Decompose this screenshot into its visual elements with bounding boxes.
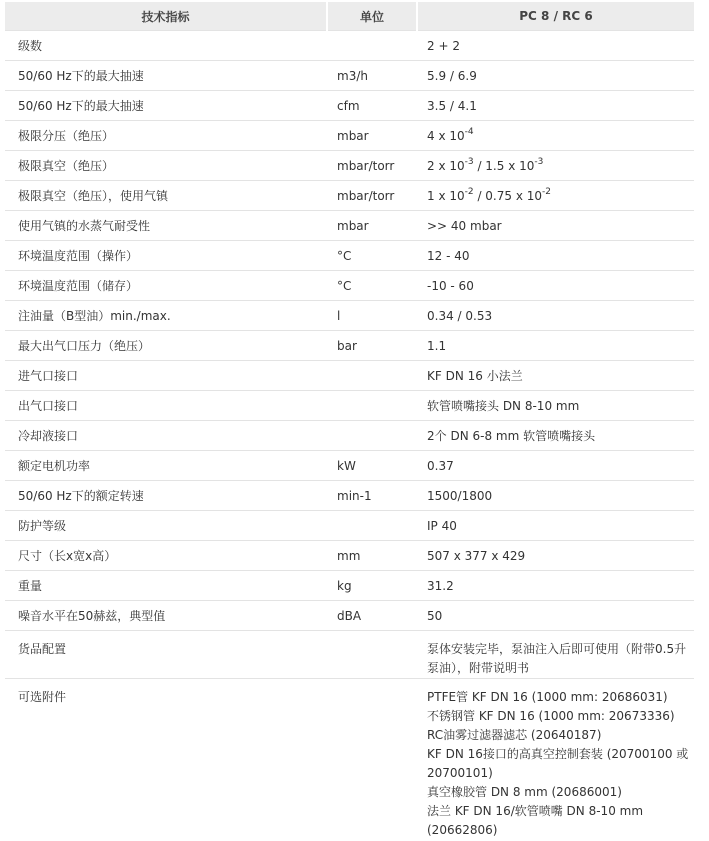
- row-value: [417, 181, 694, 211]
- row-label: 极限真空（绝压）: [5, 151, 327, 181]
- value-line: (20662806): [427, 823, 498, 837]
- table-row: [5, 151, 694, 181]
- table-row: [5, 31, 694, 61]
- value-line: 不锈钢管 KF DN 16 (1000 mm: 20673336): [427, 709, 675, 723]
- table-row: [5, 481, 694, 511]
- value-base: / 1.5 x 10: [473, 158, 535, 173]
- value-exponent: -2: [464, 186, 474, 197]
- table-row: [5, 571, 694, 601]
- table-row: [5, 121, 694, 151]
- row-value: -10 - 60: [417, 271, 694, 301]
- row-label: 进气口接口: [5, 361, 327, 391]
- row-unit: kg: [327, 571, 417, 601]
- table-header-row: [5, 2, 694, 31]
- row-value: IP 40: [417, 511, 694, 541]
- value-base: / 0.75 x 10: [473, 188, 543, 203]
- row-label: 冷却液接口: [5, 421, 327, 451]
- table-row: [5, 601, 694, 631]
- table-row: [5, 61, 694, 91]
- value-line: PTFE管 KF DN 16 (1000 mm: 20686031): [427, 690, 668, 704]
- row-value: 2 + 2: [417, 31, 694, 61]
- value-exponent: -4: [464, 126, 474, 137]
- value-line: KF DN 16接口的高真空控制套装 (20700100 或: [427, 747, 689, 761]
- table-row: [5, 301, 694, 331]
- row-unit: [327, 421, 417, 451]
- table-row: [5, 241, 694, 271]
- row-label: 可选附件: [5, 679, 327, 841]
- row-value: 507 x 377 x 429: [417, 541, 694, 571]
- row-label: 防护等级: [5, 511, 327, 541]
- row-unit: mm: [327, 541, 417, 571]
- value-line: RC油雾过滤器滤芯 (20640187): [427, 728, 602, 742]
- row-label: 环境温度范围（储存）: [5, 271, 327, 301]
- value-line: 20700101): [427, 766, 493, 780]
- table-row: [5, 679, 694, 841]
- row-value: 31.2: [417, 571, 694, 601]
- row-unit: l: [327, 301, 417, 331]
- row-label: 极限真空（绝压），使用气镇: [5, 181, 327, 211]
- value-exponent: -3: [534, 156, 544, 167]
- row-unit: [327, 631, 417, 679]
- value-base: 4 x 10: [427, 128, 465, 143]
- table-row: [5, 511, 694, 541]
- row-label: 环境温度范围（操作）: [5, 241, 327, 271]
- row-value: 3.5 / 4.1: [417, 91, 694, 121]
- row-unit: [327, 31, 417, 61]
- row-value: [417, 631, 694, 679]
- row-unit: °C: [327, 271, 417, 301]
- row-value: 0.37: [417, 451, 694, 481]
- row-value: 1500/1800: [417, 481, 694, 511]
- value-exponent: -3: [464, 156, 474, 167]
- row-value: 软管喷嘴接头 DN 8-10 mm: [417, 391, 694, 421]
- row-label: 最大出气口压力（绝压）: [5, 331, 327, 361]
- row-unit: [327, 511, 417, 541]
- table-row: [5, 211, 694, 241]
- row-label: 噪音水平在50赫兹，典型值: [5, 601, 327, 631]
- row-unit: mbar/torr: [327, 181, 417, 211]
- table-row: [5, 391, 694, 421]
- row-label: 极限分压（绝压）: [5, 121, 327, 151]
- table-row: [5, 421, 694, 451]
- row-unit: mbar/torr: [327, 151, 417, 181]
- row-unit: min-1: [327, 481, 417, 511]
- table-row: [5, 331, 694, 361]
- row-label: 使用气镇的水蒸气耐受性: [5, 211, 327, 241]
- value-base: 1 x 10: [427, 188, 465, 203]
- row-value: 0.34 / 0.53: [417, 301, 694, 331]
- row-label: 50/60 Hz下的额定转速: [5, 481, 327, 511]
- row-unit: cfm: [327, 91, 417, 121]
- table-row: [5, 361, 694, 391]
- row-unit: mbar: [327, 211, 417, 241]
- row-value: [417, 151, 694, 181]
- table-row: [5, 631, 694, 679]
- row-value: [417, 121, 694, 151]
- table-row: [5, 271, 694, 301]
- spec-table: [5, 2, 694, 840]
- row-label: 注油量（B型油）min./max.: [5, 301, 327, 331]
- table-row: [5, 181, 694, 211]
- row-unit: mbar: [327, 121, 417, 151]
- row-value: 5.9 / 6.9: [417, 61, 694, 91]
- row-unit: [327, 679, 417, 841]
- header-spec: 技术指标: [5, 2, 327, 31]
- row-unit: °C: [327, 241, 417, 271]
- header-unit: 单位: [327, 2, 417, 31]
- row-label: 出气口接口: [5, 391, 327, 421]
- table-row: [5, 541, 694, 571]
- row-unit: [327, 391, 417, 421]
- value-line: 泵体安装完毕，泵油注入后即可使用（附带0.5升: [427, 642, 687, 656]
- value-exponent: -2: [542, 186, 551, 197]
- row-value: >> 40 mbar: [417, 211, 694, 241]
- row-unit: kW: [327, 451, 417, 481]
- row-label: 50/60 Hz下的最大抽速: [5, 61, 327, 91]
- row-label: 级数: [5, 31, 327, 61]
- row-label: 重量: [5, 571, 327, 601]
- row-value: [417, 679, 694, 841]
- row-value: 12 - 40: [417, 241, 694, 271]
- row-label: 50/60 Hz下的最大抽速: [5, 91, 327, 121]
- table-row: [5, 451, 694, 481]
- row-unit: bar: [327, 331, 417, 361]
- header-model: PC 8 / RC 6: [417, 2, 694, 31]
- row-value: 2个 DN 6-8 mm 软管喷嘴接头: [417, 421, 694, 451]
- row-label: 额定电机功率: [5, 451, 327, 481]
- value-line: 真空橡胶管 DN 8 mm (20686001): [427, 785, 622, 799]
- value-line: 泵油），附带说明书: [427, 661, 530, 675]
- row-value: 1.1: [417, 331, 694, 361]
- row-label: 货品配置: [5, 631, 327, 679]
- row-unit: [327, 361, 417, 391]
- row-unit: m3/h: [327, 61, 417, 91]
- value-base: 2 x 10: [427, 158, 465, 173]
- table-row: [5, 91, 694, 121]
- row-unit: dBA: [327, 601, 417, 631]
- row-value: 50: [417, 601, 694, 631]
- row-label: 尺寸（长x宽x高）: [5, 541, 327, 571]
- row-value: KF DN 16 小法兰: [417, 361, 694, 391]
- value-line: 法兰 KF DN 16/软管喷嘴 DN 8-10 mm: [427, 804, 644, 818]
